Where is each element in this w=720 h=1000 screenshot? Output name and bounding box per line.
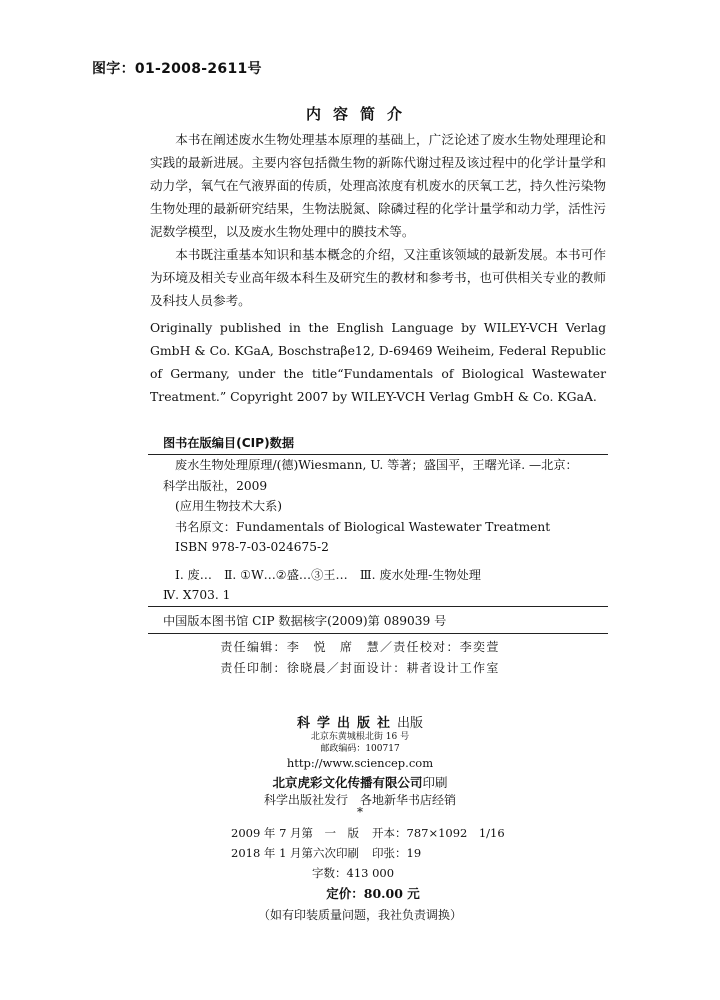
cip-mid-rule: [148, 606, 608, 607]
cip-block: [163, 455, 608, 606]
printing-info: 2018 年 1 月第六次印刷: [231, 846, 360, 860]
word-count: 字数：413 000: [312, 866, 395, 880]
intro-title: 内容简介: [305, 105, 414, 123]
cip-line-3: (应用生物技术大系): [175, 499, 283, 513]
printer-suffix: 印刷: [422, 775, 448, 790]
cip-line-1: 废水生物处理原理/(德)Wiesmann, U. 等著；盛国平，王曙光译. —北京：: [175, 458, 578, 472]
cip-line-5: ISBN 978-7-03-024675-2: [175, 540, 329, 554]
intro-paragraph-1: 本书在阐述废水生物处理基本原理的基础上，广泛论述了废水生物处理理论和实践的最新进展。主要内容包括微生物的新陈代谢过程及该过程中的化学计量学和动力学，氧气在气液界面的传质，处理高浓度有机废水的厌氧工艺，持久性污染物生物处理的最新研究结果，生物法脱氮、除磷过程的化学计量学和动力学，活性污泥数学模型，以及废水生物处理中的膜技术等。: [150, 132, 606, 239]
intro-paragraph-2: 本书既注重基本知识和基本概念的介绍，又注重该领域的最新发展。本书可作为环境及相关专业高年级本科生及研究生的教材和参考书，也可供相关专业的教师及科技人员参考。: [150, 247, 606, 308]
publisher-url: http://www.sciencep.com: [286, 756, 434, 770]
cip-record-number: 中国版本图书馆 CIP 数据核字(2009)第 089039 号: [163, 614, 447, 628]
publisher-name: 科学出版社: [296, 716, 397, 731]
edition-info: 2009 年 7 月第 一 版: [231, 826, 360, 840]
price: 定价：80.00 元: [326, 886, 420, 901]
publisher-address: 北京东黄城根北街 16 号: [310, 732, 410, 742]
cip-heading: 图书在版编目(CIP)数据: [163, 436, 295, 450]
separator-star: *: [357, 805, 363, 819]
registration-number: 图字：01-2008-2611号: [92, 61, 262, 77]
intro-section: [150, 128, 606, 312]
quality-notice: （如有印装质量问题，我社负责调换）: [257, 908, 462, 922]
printer-line: [0, 773, 720, 791]
publisher-line: [0, 712, 720, 731]
staff-line-1: 责任编辑：李 悦 席 慧／责任校对：李奕萱: [220, 640, 500, 654]
format-info: 开本：787×1092 1/16: [372, 826, 505, 840]
sheets-info: 印张：19: [372, 846, 422, 860]
cip-line-2: 科学出版社，2009: [163, 478, 268, 493]
cip-line-4: 书名原文：Fundamentals of Biological Wastewater Treatment: [175, 519, 551, 534]
distribution-line: 科学出版社发行 各地新华书店经销: [263, 793, 456, 807]
publisher-suffix: 出版: [397, 716, 424, 731]
publisher-postcode: 邮政编码：100717: [320, 744, 400, 754]
cip-bottom-rule: [148, 633, 608, 634]
english-notice: Originally published in the English Language by WILEY-VCH Verlag GmbH & Co. KGaA, Boschstraβe12, D-69469 Weiheim, Federal Republic of Germany, under the title“Fundamentals of Biological Wastewater Treatment.” Copyright 2007 by WILEY-VCH Verlag GmbH & Co. KGaA.: [150, 320, 606, 404]
cip-line-6: Ⅰ. 废… Ⅱ. ①W…②盛…③王… Ⅲ. 废水处理-生物处理: [175, 567, 481, 582]
cip-line-7: Ⅳ. X703. 1: [163, 588, 231, 602]
staff-line-2: 责任印制：徐晓晨／封面设计：耕者设计工作室: [220, 661, 500, 675]
printer-name: 北京虎彩文化传播有限公司: [272, 775, 423, 790]
